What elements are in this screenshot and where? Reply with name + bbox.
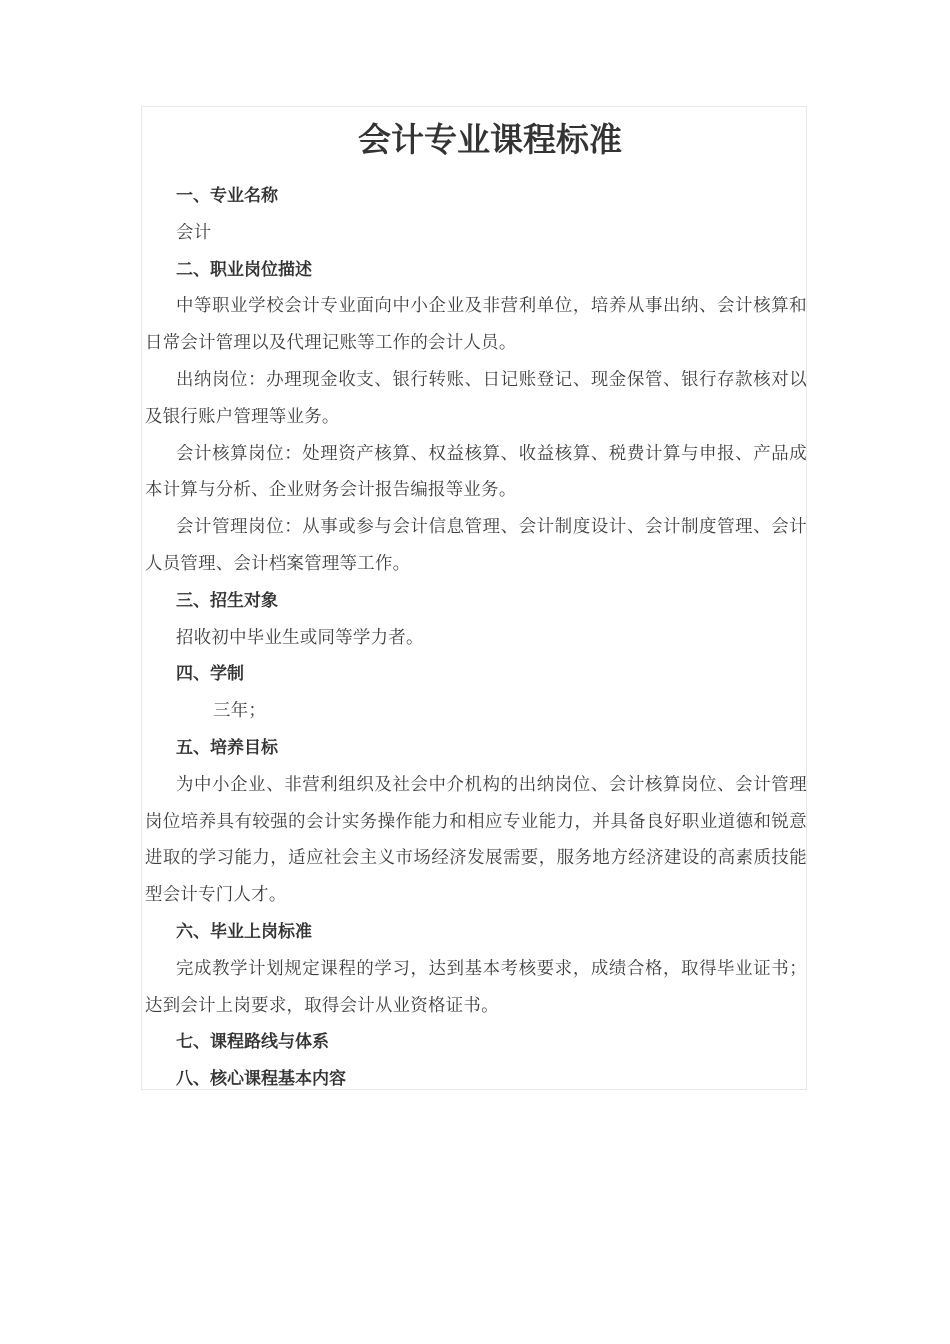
- section-heading-graduation: 六、毕业上岗标准: [176, 921, 312, 942]
- section-paragraph: 会计核算岗位：处理资产核算、权益核算、收益核算、税费计算与申报、产品成本计算与分析、企业财务会计报告编报等业务。: [145, 443, 807, 501]
- section-paragraph: 完成教学计划规定课程的学习，达到基本考核要求，成绩合格，取得毕业证书；达到会计上岗要求，取得会计从业资格证书。: [145, 958, 807, 1016]
- section-heading-duration: 四、学制: [176, 664, 244, 685]
- document-body: [145, 178, 807, 1098]
- section-paragraph: 会计: [176, 222, 212, 243]
- section-heading-positions: 二、职业岗位描述: [176, 259, 312, 280]
- document-title: 会计专业课程标准: [358, 120, 622, 160]
- section-paragraph: 三年；: [213, 701, 267, 722]
- section-paragraph: 招收初中毕业生或同等学力者。: [176, 627, 424, 648]
- section-heading-goals: 五、培养目标: [176, 737, 278, 758]
- section-paragraph: 会计管理岗位：从事或参与会计信息管理、会计制度设计、会计制度管理、会计人员管理、会计档案管理等工作。: [145, 517, 807, 574]
- section-paragraph: 为中小企业、非营利组织及社会中介机构的出纳岗位、会计核算岗位、会计管理岗位培养具有较强的会计实务操作能力和相应专业能力，并具备良好职业道德和锐意进取的学习能力，适应社会主义市场经济发展需要，服务地方经济建设的高素质技能型会计专门人才。: [145, 774, 807, 906]
- section-heading-enrollment: 三、招生对象: [176, 590, 278, 611]
- section-paragraph: 出纳岗位：办理现金收支、银行转账、日记账登记、现金保管、银行存款核对以及银行账户管理等业务。: [145, 369, 807, 427]
- section-heading-name: 一、专业名称: [176, 186, 278, 206]
- section-heading-curriculum: 七、课程路线与体系: [176, 1032, 329, 1053]
- section-paragraph: 中等职业学校会计专业面向中小企业及非营利单位，培养从事出纳、会计核算和日常会计管理以及代理记账等工作的会计人员。: [145, 296, 807, 354]
- section-heading-core-courses: 八、核心课程基本内容: [176, 1069, 346, 1090]
